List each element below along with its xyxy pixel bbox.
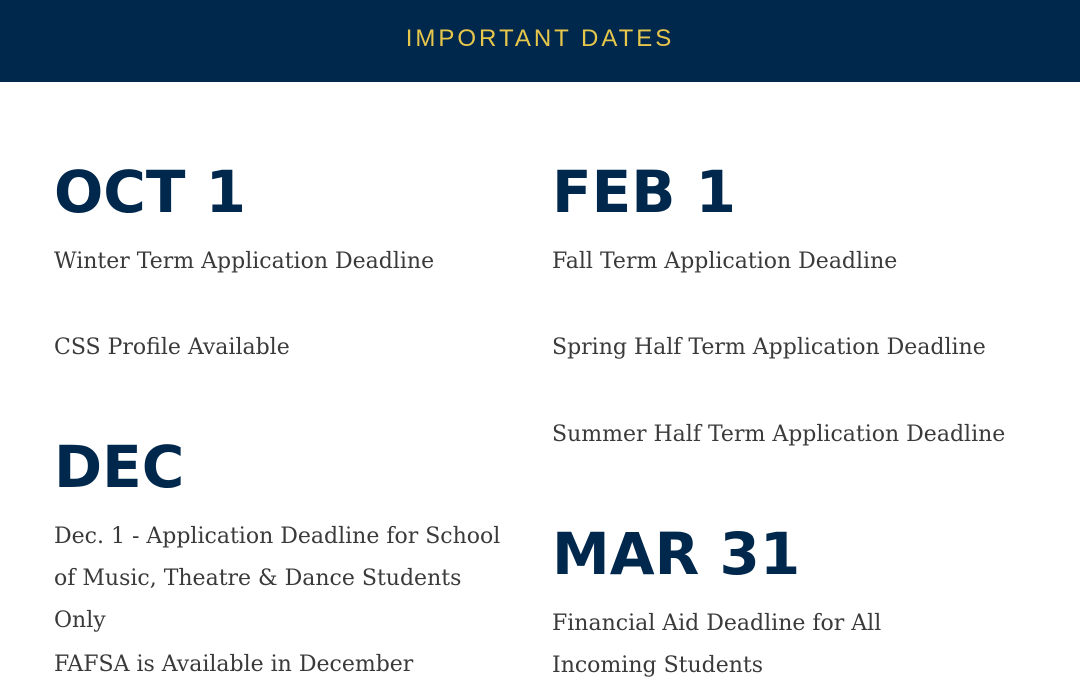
event-winter-term-deadline: Winter Term Application Deadline xyxy=(54,249,435,274)
important-dates-header xyxy=(0,0,1080,82)
date-heading-dec: DEC xyxy=(54,433,185,501)
event-spring-half-term-deadline: Spring Half Term Application Deadline xyxy=(552,335,986,360)
event-music-theatre-dance-deadline: Dec. 1 - Application Deadline for School of Music, Theatre & Dance Students Only xyxy=(54,524,501,633)
date-heading-feb-1: FEB 1 xyxy=(552,158,736,226)
event-fall-term-deadline: Fall Term Application Deadline xyxy=(552,249,898,274)
event-fafsa-available: FAFSA is Available in December xyxy=(54,652,414,677)
date-heading-mar-31: MAR 31 xyxy=(552,520,801,588)
event-financial-aid-deadline: Financial Aid Deadline for All Incoming Students xyxy=(552,611,882,678)
date-heading-oct-1: OCT 1 xyxy=(54,158,246,226)
event-summer-half-term-deadline: Summer Half Term Application Deadline xyxy=(552,422,1006,447)
header-title: IMPORTANT DATES xyxy=(405,25,675,52)
event-css-profile-available: CSS Profile Available xyxy=(54,335,290,360)
